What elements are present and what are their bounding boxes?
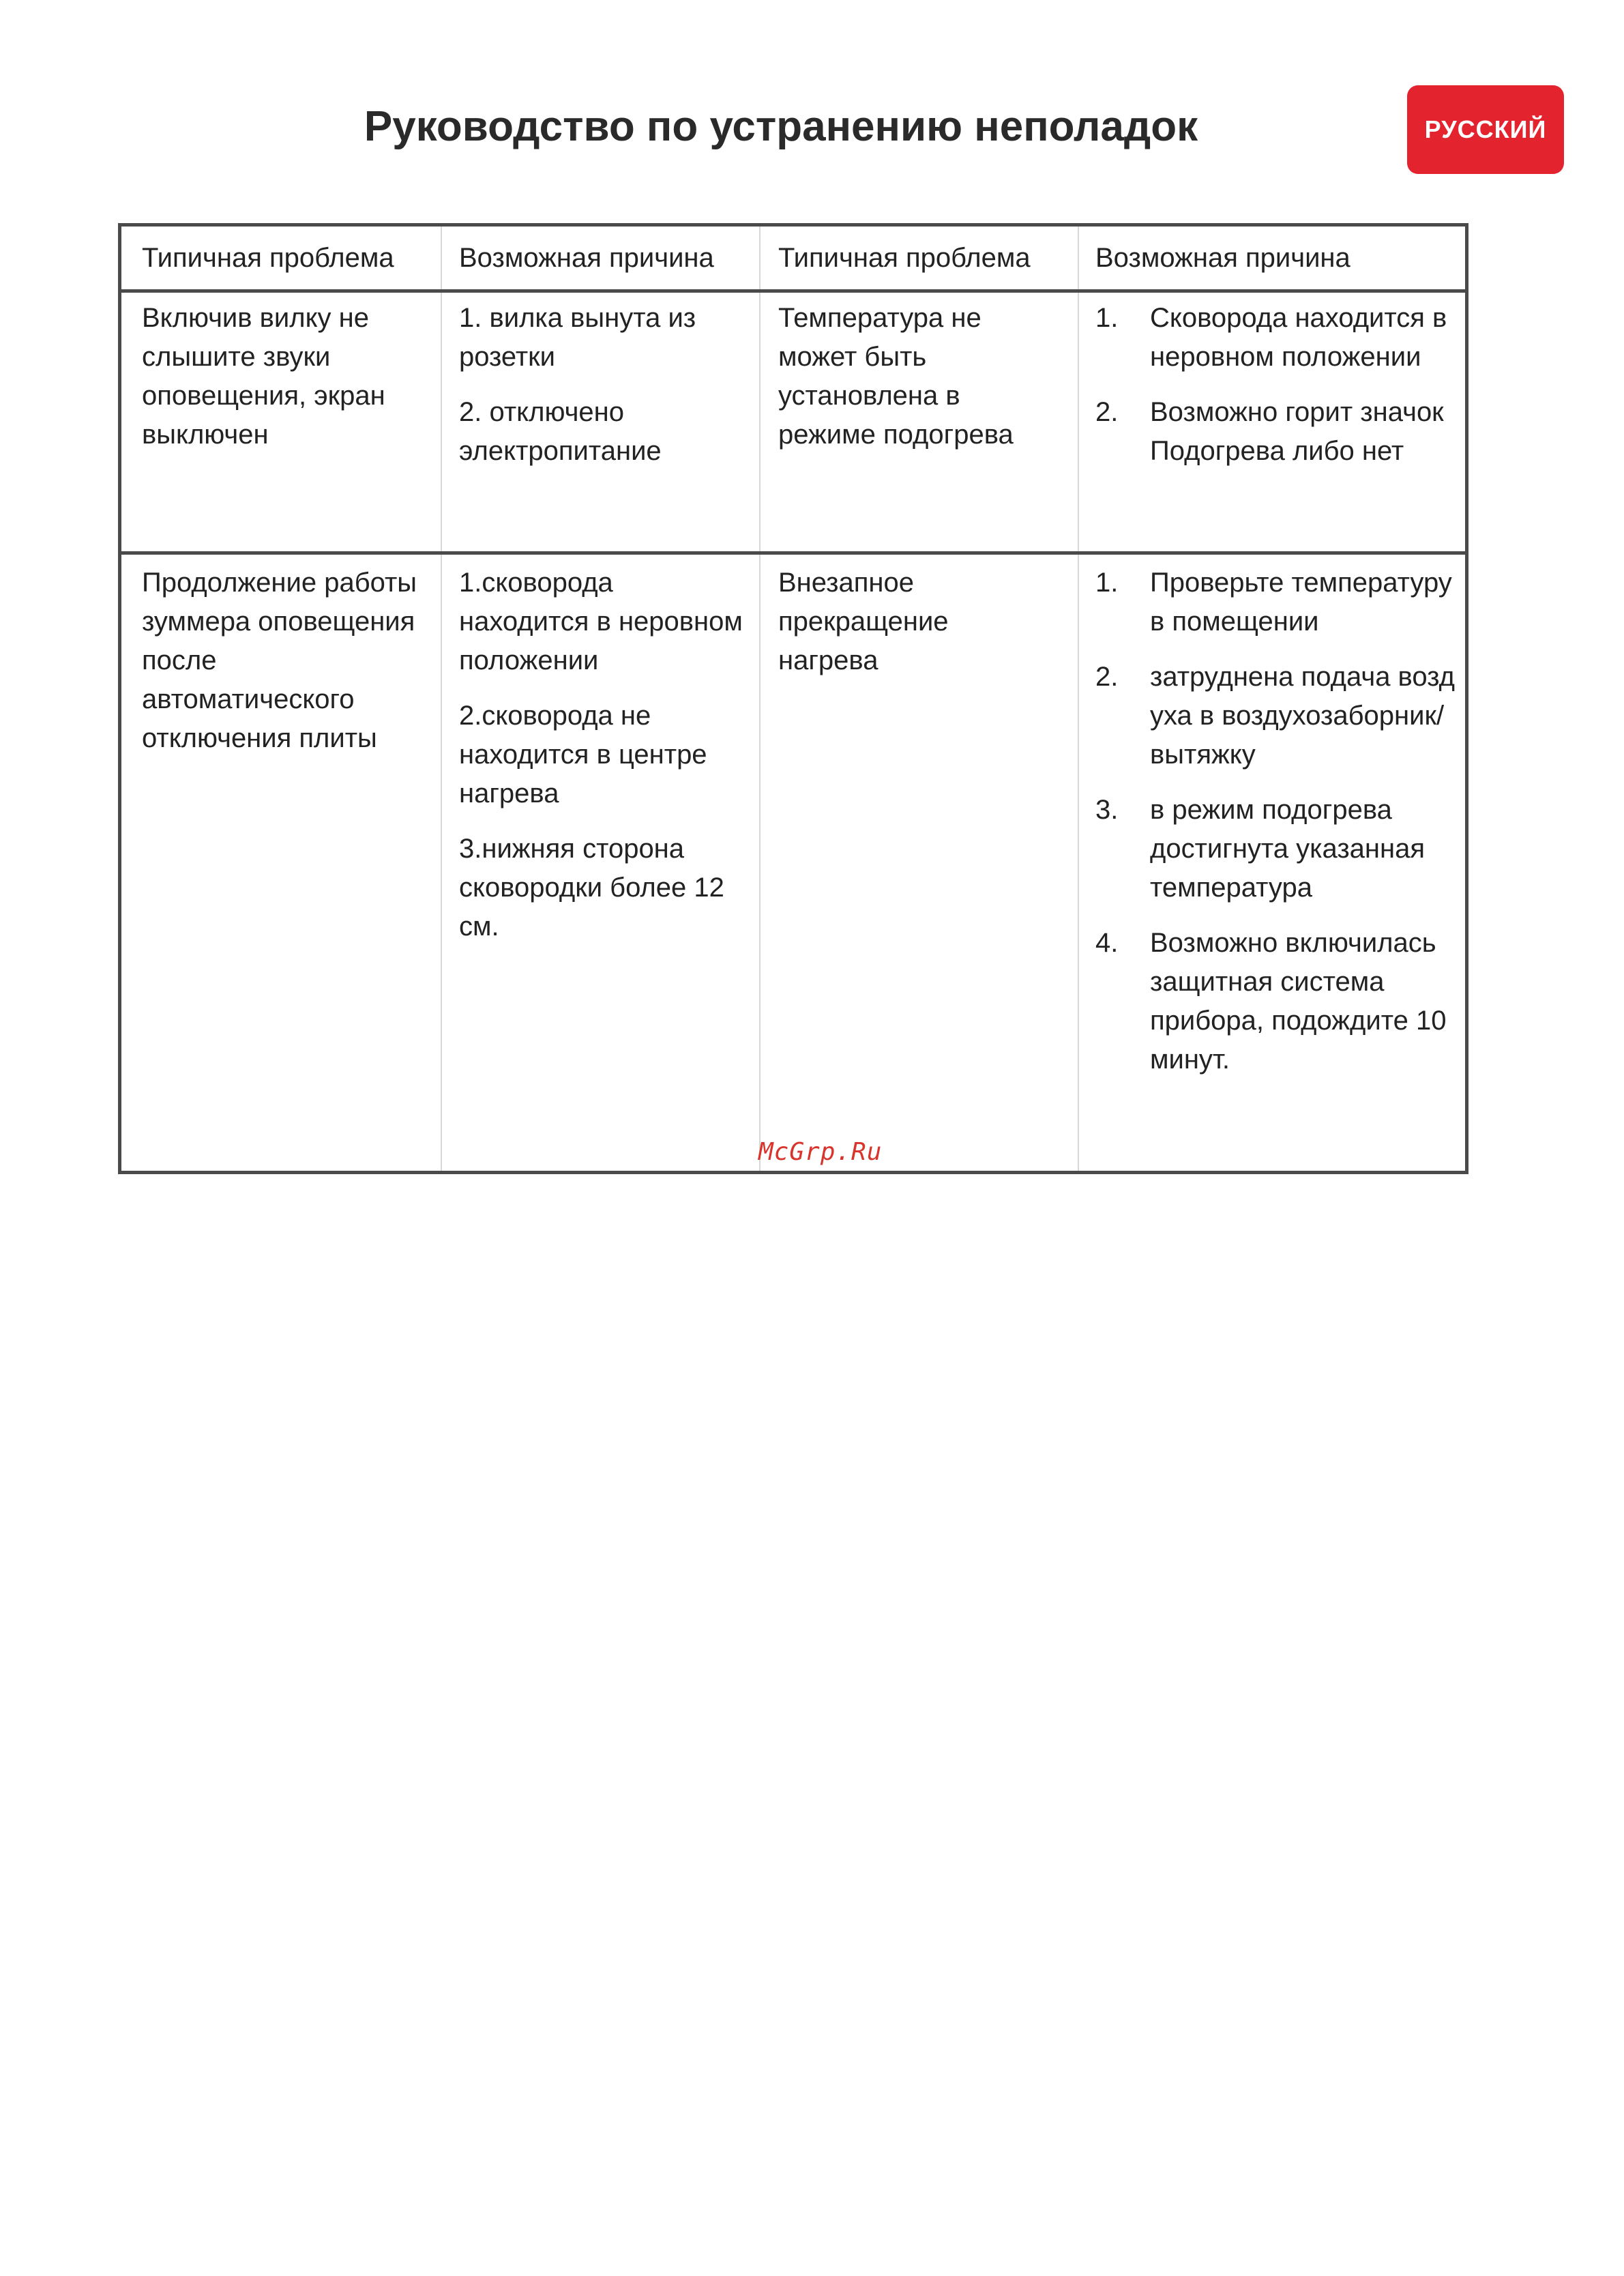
cause-item: 2.сковорода не находится в центре нагрева bbox=[459, 701, 707, 808]
row2-problem-left: Продолжение работы зуммера оповещения после автоматического отключения плиты bbox=[142, 568, 417, 753]
list-item bbox=[1095, 658, 1457, 774]
row-divider bbox=[121, 289, 1465, 293]
column-divider bbox=[1078, 227, 1079, 1171]
header-problem-2: Типичная проблема bbox=[778, 243, 1031, 273]
row1-causes-right bbox=[1095, 299, 1457, 487]
item-text: Возможно включилась защитная система прибора, подождите 10 минут. bbox=[1150, 928, 1447, 1075]
item-text: Проверьте температуру в помещении bbox=[1150, 568, 1452, 637]
item-number: 1. bbox=[1095, 568, 1119, 598]
item-number: 4. bbox=[1095, 928, 1119, 958]
item-number: 2. bbox=[1095, 397, 1119, 427]
row1-causes-left bbox=[459, 299, 745, 487]
item-number: 3. bbox=[1095, 795, 1119, 825]
item-text: Сковорода находится в неровном положении bbox=[1150, 303, 1447, 372]
list-item bbox=[1095, 564, 1457, 641]
item-number: 1. bbox=[1095, 303, 1119, 333]
row2-causes-left bbox=[459, 564, 745, 963]
column-divider bbox=[759, 227, 761, 1171]
watermark: McGrp.Ru bbox=[758, 1138, 883, 1166]
troubleshooting-table bbox=[118, 223, 1468, 1174]
item-number: 2. bbox=[1095, 662, 1119, 692]
item-text: затруднена подача воздуха в воздухозаборник/вытяжку bbox=[1150, 662, 1455, 770]
page-title: Руководство по устранению неполадок bbox=[364, 103, 1198, 150]
row1-problem-right: Температура не может быть установлена в режиме подогрева bbox=[778, 303, 1014, 450]
item-text: Возможно горит значок Подогрева либо нет bbox=[1150, 397, 1444, 466]
list-item bbox=[1095, 299, 1457, 377]
list-item bbox=[1095, 393, 1457, 471]
row2-problem-right: Внезапное прекращение нагрева bbox=[778, 568, 949, 675]
cause-item: 3.нижняя сторона сковородки более 12 см. bbox=[459, 834, 724, 942]
row1-problem-left: Включив вилку не слышите звуки оповещения, экран выключен bbox=[142, 303, 385, 450]
item-text: в режим подогрева достигнута указанная температура bbox=[1150, 795, 1426, 903]
cause-item: 2. отключено электропитание bbox=[459, 397, 662, 466]
list-item bbox=[1095, 924, 1457, 1079]
cause-item: 1.сковорода находится в неровном положении bbox=[459, 568, 743, 675]
column-divider bbox=[441, 227, 442, 1171]
header-cause-2: Возможная причина bbox=[1095, 243, 1350, 273]
cause-item: 1. вилка вынута из розетки bbox=[459, 303, 696, 372]
row-divider bbox=[121, 551, 1465, 555]
list-item bbox=[1095, 791, 1457, 907]
row2-causes-right bbox=[1095, 564, 1457, 1096]
language-badge: РУССКИЙ bbox=[1407, 85, 1564, 174]
header-problem-1: Типичная проблема bbox=[142, 243, 394, 273]
header-cause-1: Возможная причина bbox=[459, 243, 714, 273]
